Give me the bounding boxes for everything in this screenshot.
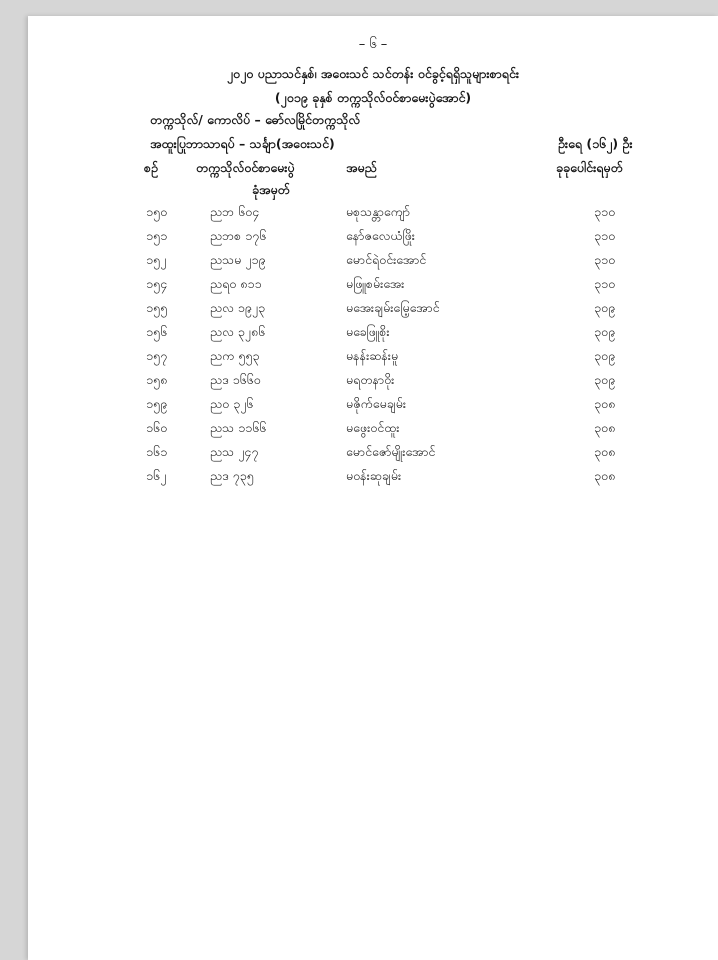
cell-roll-number: ညဝ ၃၂၆ — [210, 396, 254, 411]
cell-roll-number: ညဒ ၇၃၅ — [210, 468, 254, 483]
table-row — [28, 324, 718, 348]
cell-name: မခေဖြူစိုး — [346, 324, 390, 339]
table-row — [28, 276, 718, 300]
cell-name: မဝန်းဆုချမ်း — [346, 468, 402, 483]
cell-name: နော်ဇလေယံဖြိုး — [346, 228, 415, 243]
header-name: အမည် — [346, 160, 377, 175]
header-roll-line1: တက္ကသိုလ်ဝင်စာမေးပွဲ — [196, 160, 295, 175]
cell-name: မောင်ဇော်မျိုးအောင် — [346, 444, 436, 459]
table-row — [28, 468, 718, 492]
cell-score: ၃၀၉ — [594, 324, 616, 339]
cell-no: ၁၆၂ — [146, 468, 167, 483]
cell-name: မဖွေးဝင်ထူး — [346, 420, 400, 435]
major-line: အထူးပြုဘာသာရပ် – သင်္ချာ(အဝေးသင်) — [150, 136, 335, 151]
cell-no: ၁၆၁ — [146, 444, 168, 459]
table-row — [28, 228, 718, 252]
cell-score: ၃၁၀ — [594, 252, 616, 267]
table-row — [28, 204, 718, 228]
table-row — [28, 372, 718, 396]
cell-no: ၁၆၀ — [146, 420, 168, 435]
cell-name: မအေးချမ်းမြေ့အောင် — [346, 300, 440, 315]
cell-roll-number: ညလ ၁၉၂၃ — [210, 300, 266, 315]
cell-no: ၁၅၂ — [146, 252, 167, 267]
cell-score: ၃၁၀ — [594, 228, 616, 243]
cell-no: ၁၅၄ — [146, 276, 168, 291]
cell-score: ၃၁၀ — [594, 276, 616, 291]
cell-no: ၁၅၁ — [146, 228, 168, 243]
cell-score: ၃၀၈ — [594, 468, 616, 483]
cell-roll-number: ညဘစ ၁၇၆ — [210, 228, 267, 243]
header-roll-line2: ခုံအမှတ် — [252, 182, 290, 197]
header-qty: ခုခုပေါင်းရမှတ် — [556, 160, 623, 175]
table-row — [28, 396, 718, 420]
cell-roll-number: ညရ၀ ၈၁၁ — [210, 276, 262, 291]
cell-roll-number: ညလ ၃၂၈၆ — [210, 324, 266, 339]
cell-score: ၃၀၉ — [594, 372, 616, 387]
cell-score: ၃၀၈ — [594, 420, 616, 435]
cell-no: ၁၅၅ — [146, 300, 168, 315]
document-page — [28, 16, 718, 960]
cell-name: မနန်းဆန်းမူ — [346, 348, 399, 363]
table-row — [28, 300, 718, 324]
cell-roll-number: ညသ ၂၄၇ — [210, 444, 259, 459]
page-number: – ၆ – — [358, 37, 388, 52]
cell-roll-number: ညဘ ၆၀၄ — [210, 204, 260, 219]
cell-score: ၃၀၉ — [594, 300, 616, 315]
header-no: စဉ် — [144, 160, 158, 175]
cell-score: ၃၀၈ — [594, 396, 616, 411]
university-line: တက္ကသိုလ်/ ကောလိပ် – ဓော်လမြိုင်တက္ကသိုလ် — [150, 112, 361, 127]
table-row — [28, 348, 718, 372]
cell-roll-number: ညသမ ၂၁၉ — [210, 252, 266, 267]
cell-name: မဖြူစမ်းအေး — [346, 276, 405, 291]
cell-no: ၁၅၀ — [146, 204, 168, 219]
cell-name: မဇိုက်မေချမ်း — [346, 396, 407, 411]
cell-score: ၃၀၉ — [594, 348, 616, 363]
table-row — [28, 444, 718, 468]
cell-name: မရတနာဝိုး — [346, 372, 395, 387]
document-subtitle: (၂၀၁၉ ခုနှစ် တက္ကသိုလ်ဝင်စာမေးပွဲအောင်) — [274, 90, 472, 105]
cell-roll-number: ညသ ၁၁၆၆ — [210, 420, 267, 435]
table-row — [28, 420, 718, 444]
cell-no: ၁၅၇ — [146, 348, 168, 363]
table-row — [28, 252, 718, 276]
cell-no: ၁၅၈ — [146, 372, 168, 387]
cell-name: မောင်ရဲဝင်းအောင် — [346, 252, 427, 267]
document-title: ၂၀၂၀ ပညာသင်နှစ်၊ အဝေးသင် သင်တန်း ဝင်ခွင့်ရရှိသူများစာရင်း — [226, 66, 520, 81]
cell-roll-number: ညဒ ၁၆၆၀ — [210, 372, 261, 387]
qty-header-line1: ဦးရေ (၁၆၂) ဦး — [558, 136, 633, 151]
cell-roll-number: ညက ၅၅၃ — [210, 348, 260, 363]
cell-name: မစုသန္တာကျော် — [346, 204, 410, 219]
cell-score: ၃၁၀ — [594, 204, 616, 219]
cell-score: ၃၀၈ — [594, 444, 616, 459]
cell-no: ၁၅၆ — [146, 324, 168, 339]
cell-no: ၁၅၉ — [146, 396, 168, 411]
